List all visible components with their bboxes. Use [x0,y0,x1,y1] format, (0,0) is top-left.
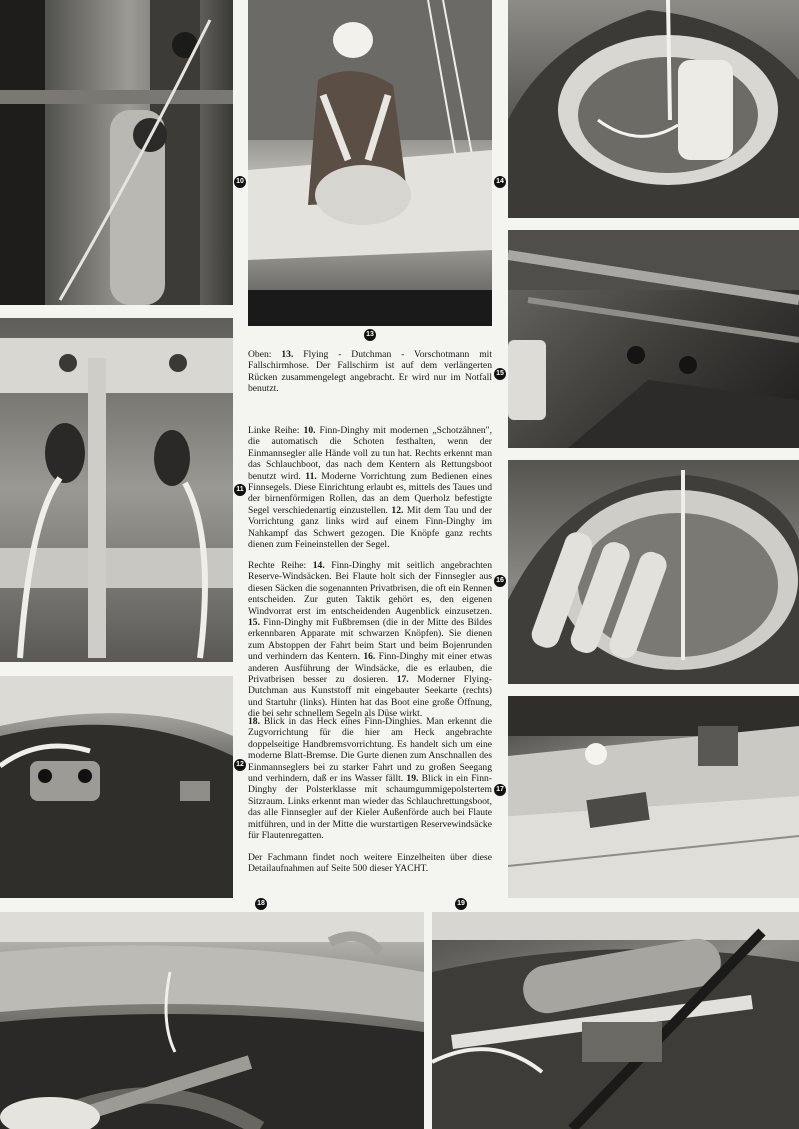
caption-oben-lead: Oben: [248,349,282,360]
caption-number-12: 12. [391,504,404,516]
caption-linke-lead: Linke Reihe: [248,425,304,436]
photo-19-illustration [432,912,799,1129]
caption-text-10: Finn-Dinghy mit modernen „Schotzähnen", die automatisch die Schoten festhalten, wenn der Einmannsegler alle Hände voll zu tun hat. Rechts erkennt man das Schlauchboot, das nach dem Kentern als Rettungsboot benutzt wird. [248,425,492,482]
photo-14-illustration [508,0,799,218]
caption-number-18: 18. [248,716,260,727]
photo-number-11: 11 [234,484,246,496]
photo-number-14: 14 [494,176,506,188]
caption-oben [248,349,492,395]
photo-16-finn-dinghy-windsaecke-dosiert [508,460,799,684]
caption-number-15: 15. [248,617,260,629]
caption-unten [248,716,492,841]
caption-linke-reihe [248,425,492,550]
photo-18-illustration [0,912,424,1129]
photo-number-10: 10 [234,176,246,188]
photo-13-illustration [248,0,492,326]
caption-text-15: Finn-Dinghy mit Fußbremsen (die in der Mitte des Bildes erkennbaren Apparate mit schwarzen Knöpfen). Sie dienen zum Abstoppen der Fahrt beim Start und beim Bojenrunden und verhindern das Kentern. [248,617,492,663]
caption-number-14: 14. [312,560,325,571]
photo-15-finn-dinghy-fussbremsen [508,230,799,448]
photo-17-flying-dutchman-kunststoff [508,696,799,898]
photo-12-illustration [0,676,233,898]
photo-18-heck-finn-dinghy [0,912,424,1129]
photo-19-finn-dinghy-polsterklasse [432,912,799,1129]
photo-12-finn-dinghy-schwertzug [0,676,233,898]
photo-10-finn-dinghy-schotzaehne [0,0,233,305]
photo-number-15: 15 [494,368,506,380]
photo-11-illustration [0,318,233,662]
caption-number-10: 10. [303,425,316,436]
caption-number-16: 16. [363,651,376,663]
caption-footer: Der Fachmann findet noch weitere Einzelheiten über diese Detailaufnahmen auf Seite 500 dieser YACHT. [248,852,492,875]
photo-number-19: 19 [455,898,467,910]
caption-text-12: Mit dem Tau und der Vorrichtung ganz links wird auf einem Finn-Dinghy im Nahkampf das Schwert gezogen. Die Knöpfe ganz rechts dienen zum Feineinstellen der Segel. [248,504,492,551]
caption-text-17: Moderner Flying-Dutchman aus Kunststoff mit eingebauter Seekarte (rechts) und Startuhr (links). Hinten hat das Boot eine große Öffnung, die bei sehr schnellem Segeln als Düse wirkt. [248,674,492,720]
caption-text-19: Blick in ein Finn-Dinghy der Polsterklasse mit schaumgummigepolstertem Sitzraum. Links erkennt man wieder das Schlauchrettungsboot, das alle Finnsegler auf der Kieler Außenförde auch bei Flaute mitführen, und in der Mitte die wurstartigen Reservewindsäcke für Flautenregatten. [248,773,492,842]
photo-number-12: 12 [234,759,246,771]
caption-number-11: 11. [305,470,317,482]
caption-text-13: Flying - Dutchman - Vorschotmann mit Fallschirmhose. Der Fallschirm ist auf dem verlängerten Rücken zusammengelegt angebracht. Er wird nur im Notfall benutzt. [248,349,492,395]
photo-10-illustration [0,0,233,305]
caption-text-14: Finn-Dinghy mit seitlich angebrachten Reserve-Windsäcken. Bei Flaute holt sich der Finnsegler aus diesen Säcken die sogenannten Privatbrisen, die oft ein Rennen entscheiden. Zur guten Taktik gehört es, den eigenen Windvorrat erst im entscheidenden Augenblick einzusetzen. [248,560,492,617]
caption-number-13: 13. [281,349,294,360]
photo-number-18: 18 [255,898,267,910]
caption-number-17: 17. [396,674,409,686]
photo-number-13: 13 [364,329,376,341]
photo-17-illustration [508,696,799,898]
photo-number-17: 17 [494,784,506,796]
caption-text-16: Finn-Dinghy mit einer etwas anderen Ausführung der Windsäcke, die es erlauben, die Privatbrisen besser zu dosieren. [248,651,492,686]
photo-11-finnsegel-vorrichtung [0,318,233,662]
photo-13-flying-dutchman-vorschotmann [248,0,492,326]
photo-14-finn-dinghy-windsaecke [508,0,799,218]
caption-text-18: Blick in das Heck eines Finn-Dinghies. Man erkennt die Zugvorrichtung für die hier am Heck angebrachte doppelseitige Handbremsvorrichtung. Es handelt sich um eine moderne Blatt-Bremse. Die Gurte dienen zum Anschnallen des Einmannseglers bei zu starker Fahrt und zu großen Seegang und verhindern, daß er ins Wasser fällt. [248,716,492,785]
caption-number-19: 19. [406,773,419,785]
photo-15-illustration [508,230,799,448]
photo-number-16: 16 [494,575,506,587]
caption-rechte-lead: Rechte Reihe: [248,560,313,571]
caption-rechte-reihe [248,560,492,720]
caption-text-11: Moderne Vorrichtung zum Bedienen eines Finnsegels. Diese Einrichtung erlaubt es, mittels des Taues und der birnenförmigen Rollen, das an dem Querholz befestigte Segel verschiedenartig einzustellen. [248,470,492,516]
photo-16-illustration [508,460,799,684]
